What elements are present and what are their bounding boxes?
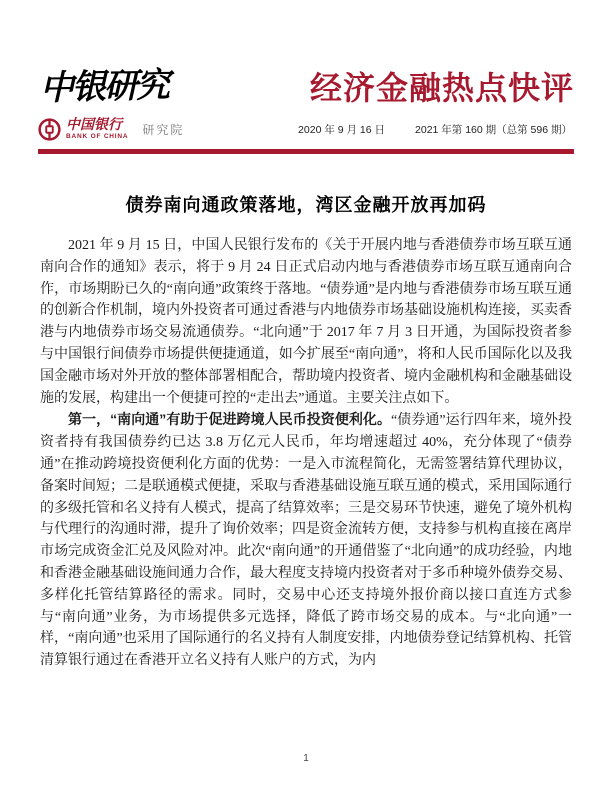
paragraph-1	[40, 234, 572, 409]
paragraph-2-text: “债券通”运行四年来，境外投资者持有我国债券约已达 3.8 万亿元人民币，年均增速超过 40%，充分体现了“债券通”在推动跨境投资便利化方面的优势：一是入市流程简化，无需签署结算代理协议，备案时间短；二是联通模式便捷，采取与香港基础设施互联互通的模式，采用国际通行的多级托管和名义持有人模式，提高了结算效率；三是交易环节快速，避免了境外机构与代理行的沟通时滞，提升了询价效率；四是资金流转方便，支持参与机构直接在离岸市场完成资金汇兑及风险对冲。此次“南向通”的开通借鉴了“北向通”的成功经验，内地和香港金融基础设施间通力合作，最大程度支持境内投资者对于多币种境外债券交易、多样化托管结算路径的需求。同时，交易中心还支持境外报价商以接口直连方式参与“南向通”业务，为市场提供多元选择，降低了跨市场交易的成本。与“北向通”一样，“南向通”也采用了国际通行的名义持有人制度安排，内地债券登记结算机构、托管清算银行通过在香港开立名义持有人账户的方式，为内	[40, 413, 572, 669]
bank-en-name: BANK OF CHINA	[66, 132, 129, 140]
bank-cn-name: 中国银行	[66, 116, 122, 133]
bank-of-china-logo-block	[38, 118, 184, 141]
publication-date: 2020 年 9 月 16 日	[298, 123, 386, 136]
zhongyin-yanjiu-calligraphy-logo: 中银研究	[39, 65, 169, 109]
issue-line	[298, 122, 574, 137]
issue-number: 2021 年第 160 期（总第 596 期）	[415, 123, 572, 136]
paragraph-2	[40, 409, 572, 672]
article-body	[0, 191, 612, 672]
masthead-title: 经济金融热点快评	[309, 70, 574, 106]
page-number: 1	[303, 753, 309, 764]
article-title: 债券南向通政策落地，湾区金融开放再加码	[125, 195, 487, 215]
bank-of-china-logo-icon	[38, 118, 61, 141]
research-institute-label: 研究院	[142, 122, 185, 137]
paragraph-2-lead: 第一，“南向通”有助于促进跨境人民币投资便利化。	[68, 411, 392, 428]
paragraph-1-text: 2021 年 9 月 15 日，中国人民银行发布的《关于开展内地与香港债券市场互联互通南向合作的通知》表示，将于 9 月 24 日正式启动内地与香港债券市场互联互通南向合作，市场期盼已久的“南向通”政策终于落地。“债券通”是内地与香港债券市场互联互通的创新合作机制，境内外投资者可通过香港与内地债券市场基础设施机构连接，买卖香港与内地债券市场交易流通债券。“北向通”于 2017 年 7 月 3 日开通，为国际投资者参与中国银行间债券市场提供便捷通道，如今扩展至“南向通”，将和人民币国际化以及我国金融市场对外开放的整体部署相配合，帮助境内投资者、境内金融机构和金融基础设施的发展，构建出一个便捷可控的“走出去”通道。主要关注点如下。	[40, 238, 572, 406]
header-divider-rule	[38, 149, 574, 154]
document-header	[0, 0, 612, 154]
